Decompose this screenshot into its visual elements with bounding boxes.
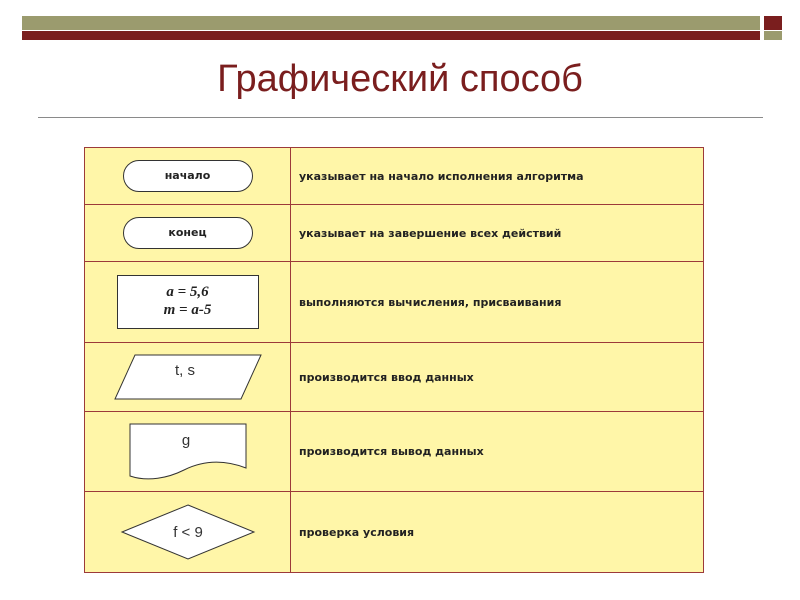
condition-shape-label: f < 9 — [172, 524, 203, 541]
shape-cell — [85, 412, 291, 492]
process-line-1: a = 5,6 — [166, 284, 209, 300]
header-red-bar — [22, 31, 760, 40]
process-line-2: m = a-5 — [163, 302, 212, 318]
shape-cell — [85, 492, 291, 573]
shape-cell — [85, 205, 291, 262]
header-olive-bar — [22, 16, 760, 30]
input-shape-label: t, s — [174, 362, 195, 379]
table-row — [85, 343, 704, 412]
shape-cell — [85, 148, 291, 205]
description-process: выполняются вычисления, присваивания — [291, 262, 704, 343]
description-end: указывает на завершение всех действий — [291, 205, 704, 262]
header-corner-olive-square — [764, 31, 782, 40]
table-row — [85, 262, 704, 343]
table-row — [85, 492, 704, 573]
description-condition: проверка условия — [291, 492, 704, 573]
output-shape-label: g — [181, 431, 190, 449]
description-start: указывает на начало исполнения алгоритма — [291, 148, 704, 205]
title-divider — [38, 117, 763, 118]
flowchart-symbols-table — [84, 147, 704, 573]
table-row — [85, 412, 704, 492]
table-row — [85, 148, 704, 205]
slide-title: Графический способ — [217, 58, 583, 100]
input-parallelogram-shape — [113, 353, 263, 401]
description-output: производится вывод данных — [291, 412, 704, 492]
start-terminal-shape: начало — [123, 160, 253, 192]
description-input: производится ввод данных — [291, 343, 704, 412]
end-terminal-shape: конец — [123, 217, 253, 249]
header-corner-red-square — [764, 16, 782, 30]
condition-diamond-shape — [120, 503, 256, 561]
output-document-shape — [128, 422, 248, 482]
shape-cell — [85, 343, 291, 412]
shape-cell — [85, 262, 291, 343]
process-block-shape — [117, 275, 259, 329]
table-row — [85, 205, 704, 262]
